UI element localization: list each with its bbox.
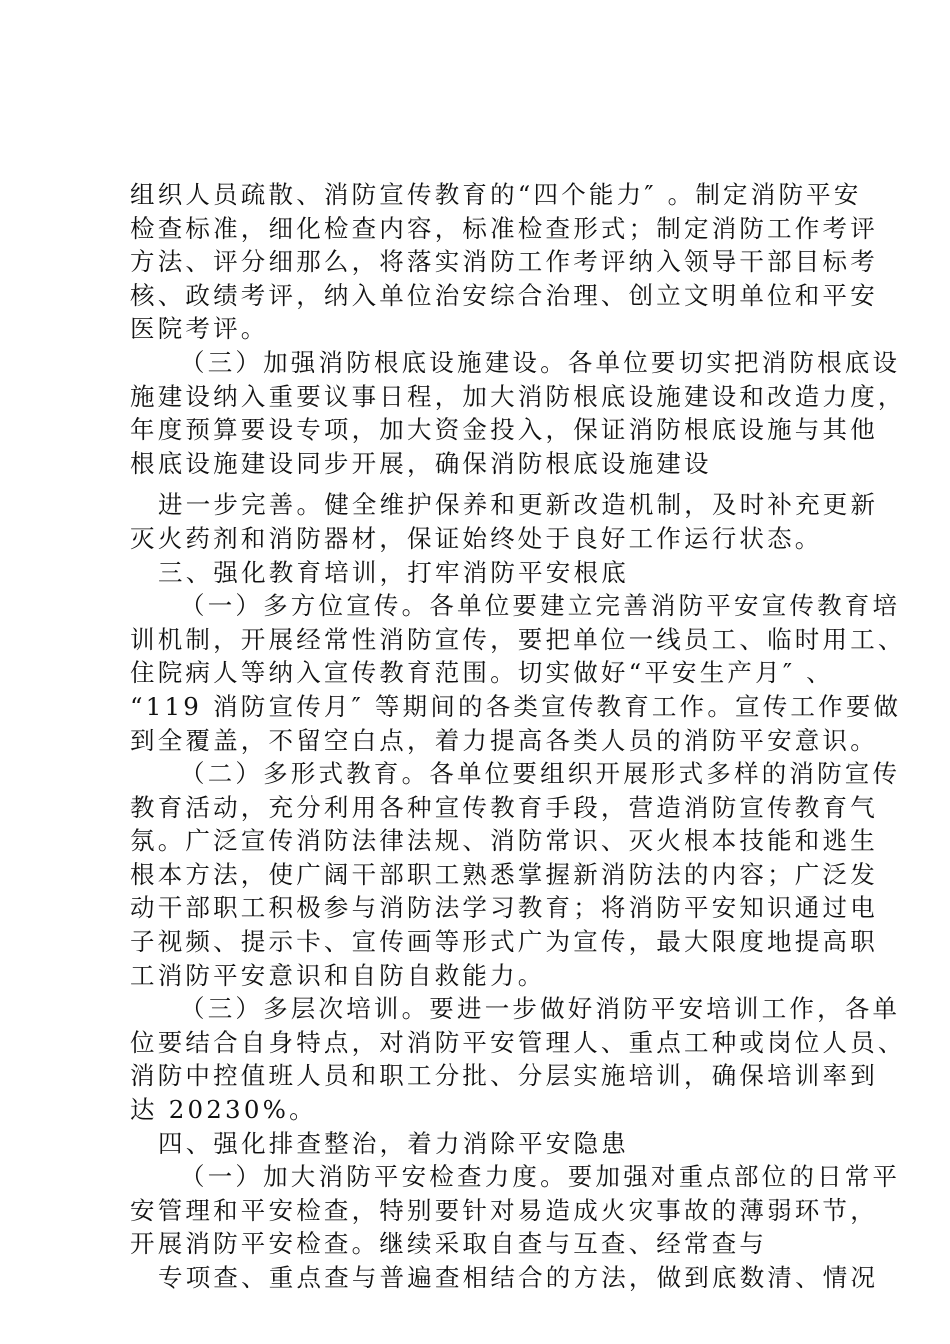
- text-line: 消防中控值班人员和职工分批、分层实施培训，确保培训率到: [130, 1061, 878, 1091]
- text-line: 工消防平安意识和自防自救能力。: [130, 960, 546, 990]
- text-line: 专项查、重点查与普遍查相结合的方法，做到底数清、情况: [158, 1263, 879, 1292]
- text-line: 位要结合自身特点，对消防平安管理人、重点工种或岗位人员、: [130, 1027, 906, 1057]
- text-line: （三）多层次培训。要进一步做好消防平安培训工作，各单: [180, 994, 901, 1024]
- text-line: （一）加大消防平安检查力度。要加强对重点部位的日常平: [180, 1162, 901, 1192]
- text-line: 三、强化教育培训，打牢消防平安根底: [158, 557, 629, 587]
- text-line: 检查标准，细化检查内容，标准检查形式；制定消防工作考评: [130, 213, 878, 243]
- text-line: 根本方法，使广阔干部职工熟悉掌握新消防法的内容；广泛发: [130, 859, 878, 889]
- text-line: （三）加强消防根底设施建设。各单位要切实把消防根底设: [180, 347, 901, 377]
- text-line: 动干部职工积极参与消防法学习教育；将消防平安知识通过电: [130, 893, 878, 923]
- text-line: 组织人员疏散、消防宣传教育的“四个能力″ 。制定消防平安: [130, 180, 862, 209]
- text-line: 医院考评。: [130, 314, 269, 344]
- text-line: 核、政绩考评，纳入单位治安综合治理、创立文明单位和平安: [130, 280, 878, 310]
- text-line: 施建设纳入重要议事日程，加大消防根底设施建设和改造力度，: [130, 381, 906, 411]
- text-line: 达 20230%。: [130, 1095, 317, 1125]
- text-line: 训机制，开展经常性消防宣传，要把单位一线员工、临时用工、: [130, 624, 906, 654]
- text-line: 子视频、提示卡、宣传画等形式广为宣传，最大限度地提高职: [130, 927, 878, 957]
- text-line: 教育活动，充分利用各种宣传教育手段，营造消防宣传教育气: [130, 792, 878, 822]
- text-line: 四、强化排查整治，着力消除平安隐患: [158, 1128, 629, 1158]
- text-line: 灭火药剂和消防器材，保证始终处于良好工作运行状态。: [130, 523, 823, 553]
- text-line: 进一步完善。健全维护保养和更新改造机制，及时补充更新: [158, 490, 879, 520]
- text-line: “119 消防宣传月″ 等期间的各类宣传教育工作。宣传工作要做: [130, 691, 902, 721]
- text-line: 住院病人等纳入宣传教育范围。切实做好“平安生产月″ 、: [130, 658, 834, 688]
- text-line: 方法、评分细那么，将落实消防工作考评纳入领导干部目标考: [130, 247, 878, 277]
- text-line: （二）多形式教育。各单位要组织开展形式多样的消防宣传: [180, 759, 901, 789]
- text-line: 氛。广泛宣传消防法律法规、消防常识、灭火根本技能和逃生: [130, 826, 878, 856]
- text-line: 开展消防平安检查。继续采取自查与互查、经常查与: [130, 1229, 768, 1259]
- document-body: [130, 178, 906, 1295]
- text-line: 安管理和平安检查，特别要针对易造成火灾事故的薄弱环节，: [130, 1195, 878, 1225]
- text-line: （一）多方位宣传。各单位要建立完善消防平安宣传教育培: [180, 591, 901, 621]
- text-line: 年度预算要设专项，加大资金投入，保证消防根底设施与其他: [130, 415, 878, 445]
- text-line: 根底设施建设同步开展，确保消防根底设施建设: [130, 448, 712, 478]
- text-line: 到全覆盖，不留空白点，着力提高各类人员的消防平安意识。: [130, 725, 878, 755]
